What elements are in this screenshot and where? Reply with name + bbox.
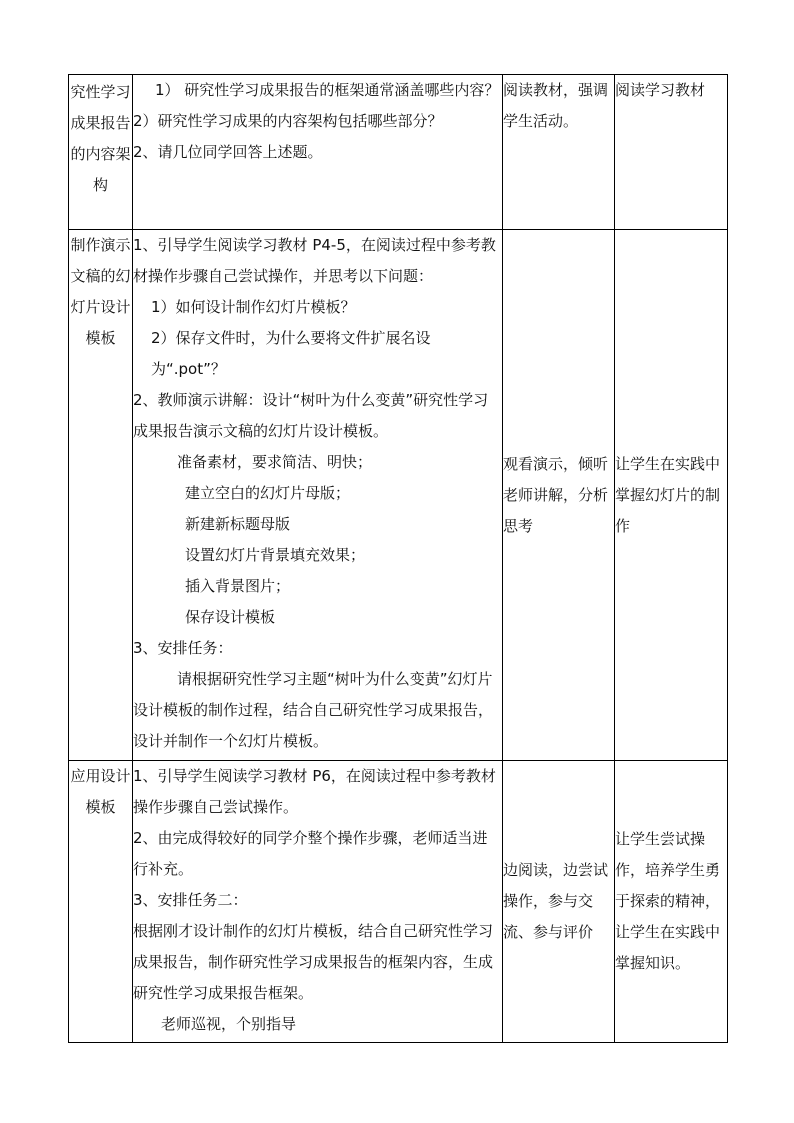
student-activity-cell: [503, 75, 615, 230]
topic-cell: [69, 230, 133, 761]
topic-text: 究性学习成果报告的内容架构: [70, 83, 131, 194]
content-line: 请根据研究性学习主题“树叶为什么变黄”幻灯片设计模板的制作过程，结合自己研究性学习成果报告，设计并制作一个幻灯片模板。: [133, 670, 494, 750]
content-line: 1、引导学生阅读学习教材 P6，在阅读过程中参考教材操作步骤自己尝试操作。: [133, 767, 496, 816]
topic-text: 应用设计模板: [70, 767, 131, 816]
content-cell: [133, 230, 503, 761]
table-row: [69, 75, 728, 230]
design-purpose-text: 阅读学习教材: [615, 81, 706, 99]
topic-cell: [69, 761, 133, 1043]
student-activity-cell: [503, 761, 615, 1043]
content-line: 2、请几位同学回答上述题。: [133, 143, 323, 161]
content-cell: [133, 75, 503, 230]
content-line: 2）保存文件时，为什么要将文件扩展名设为“.pot”？: [151, 329, 431, 378]
student-activity-text: 阅读教材，强调学生活动。: [503, 81, 609, 130]
student-activity-text: 观看演示，倾听老师讲解，分析思考: [503, 454, 609, 535]
content-line: 1） 研究性学习成果报告的框架通常涵盖哪些内容？: [155, 81, 500, 99]
content-line: 2、教师演示讲解：设计“树叶为什么变黄”研究性学习成果报告演示文稿的幻灯片设计模板。: [133, 391, 489, 440]
content-line: 根据刚才设计制作的幻灯片模板，结合自己研究性学习成果报告，制作研究性学习成果报告的框架内容，生成研究性学习成果报告框架。: [133, 922, 494, 1002]
design-purpose-cell: [615, 230, 728, 761]
content-line: 插入背景图片；: [185, 577, 291, 595]
content-line: 3、安排任务：: [133, 639, 233, 657]
design-purpose-cell: [615, 761, 728, 1043]
content-cell: [133, 761, 503, 1043]
student-activity-text: 边阅读，边尝试操作，参与交流、参与评价: [503, 861, 609, 941]
student-activity-cell: [503, 230, 615, 761]
content-line: 建立空白的幻灯片母版；: [185, 484, 351, 502]
table-row: [69, 230, 728, 761]
content-line: 设置幻灯片背景填充效果；: [185, 546, 366, 564]
content-line: 2、由完成得较好的同学介整个操作步骤，老师适当进行补充。: [133, 829, 488, 878]
table-row: [69, 761, 728, 1043]
topic-cell: [69, 75, 133, 230]
content-line: 老师巡视，个别指导: [161, 1015, 297, 1033]
content-line: 新建新标题母版: [185, 515, 291, 533]
content-line: 1）如何设计制作幻灯片模板？: [151, 298, 356, 316]
content-line: 准备素材，要求简洁、明快；: [177, 453, 373, 471]
design-purpose-text: 让学生尝试操作，培养学生勇于探索的精神，让学生在实践中掌握知识。: [615, 830, 721, 972]
topic-text: 制作演示文稿的幻灯片设计模板: [70, 236, 131, 347]
lesson-plan-table: [68, 74, 728, 1043]
content-line: 2）研究性学习成果的内容架构包括哪些部分？: [133, 112, 443, 130]
content-line: 保存设计模板: [185, 608, 276, 626]
content-line: 3、安排任务二：: [133, 891, 248, 909]
content-line: 1、引导学生阅读学习教材 P4-5，在阅读过程中参考教材操作步骤自己尝试操作，并思考以下问题：: [133, 236, 496, 285]
design-purpose-text: 让学生在实践中掌握幻灯片的制作: [615, 454, 721, 535]
design-purpose-cell: [615, 75, 728, 230]
